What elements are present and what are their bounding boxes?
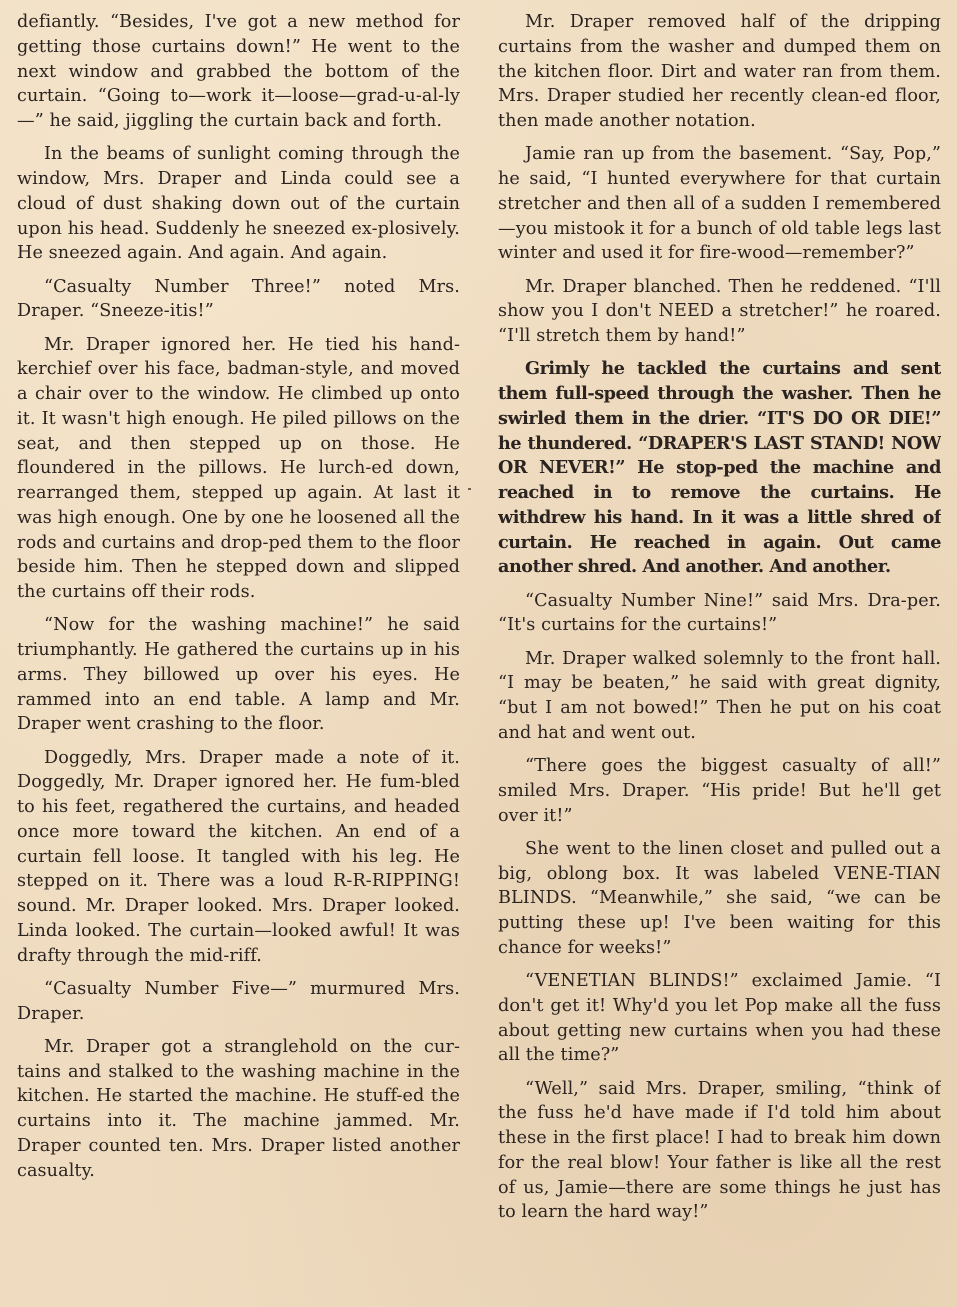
paragraph-casualty-nine: “Casualty Number Nine!” said Mrs. Dra-per. “It's curtains for the curtains!”	[498, 590, 941, 636]
right-column	[498, 10, 941, 1300]
paragraph-dripping-curtains: Mr. Draper removed half of the dripping curtains from the washer and dumped them on the kitchen floor. Dirt and water ran from them. Mrs. Draper studied her recently clean-ed floor, then made another notation.	[498, 12, 941, 131]
gutter-ink-mark	[468, 488, 471, 490]
paragraph-washing-machine: “Now for the washing machine!” he said triumphantly. He gathered the curtains up in his arms. They billowed up over his eyes. He rammed into an end table. A lamp and Mr. Draper went crashing to the floor.	[17, 615, 460, 735]
paragraph-stranglehold-jammed: Mr. Draper got a stranglehold on the cur-tains and stalked to the washing machine in the kitchen. He started the machine. He stuff-ed the curtains into it. The machine jammed. Mr. Draper counted ten. Mrs. Draper listed another casualty.	[17, 1036, 460, 1181]
paragraph-last-stand: Grimly he tackled the curtains and sent them full-speed through the washer. Then he swirled them in the drier. “IT'S DO OR DIE!” he thundered. “DRAPER'S LAST STAND! NOW OR NEVER!” He stop-ped the machine and reached in to remove the curtains. He withdrew his hand. In it was a little shred of curtain. He reached in again. Out came another shred. And another. And another.	[498, 358, 941, 578]
paragraph-not-bowed: Mr. Draper walked solemnly to the front hall. “I may be beaten,” he said with great dignity, “but I am not bowed!” Then he put on his coat and hat and went out.	[498, 648, 941, 743]
paragraph-hard-way: “Well,” said Mrs. Draper, smiling, “think of the fuss he'd have made if I'd told him about these in the first place! I had to break him down for the real blow! Your father is like all the rest of us, Jamie—there are some things he just has to learn the hard way!”	[498, 1078, 941, 1223]
paragraph-casualty-three: “Casualty Number Three!” noted Mrs. Draper. “Sneeze-itis!”	[17, 276, 460, 322]
paragraph-linen-closet: She went to the linen closet and pulled out a big, oblong box. It was labeled VENE-TIAN BLINDS. “Meanwhile,” she said, “we can be putting these up! I've been waiting for this chance for weeks!”	[498, 838, 941, 958]
paragraph-venetian-blinds: “VENETIAN BLINDS!” exclaimed Jamie. “I don't get it! Why'd you let Pop make all the fuss about getting new curtains when you had these all the time?”	[498, 971, 941, 1066]
paragraph-draper-roared: Mr. Draper blanched. Then he reddened. “I'll show you I don't NEED a stretcher!” he roared. “I'll stretch them by hand!”	[498, 276, 941, 346]
paragraph-casualty-five: “Casualty Number Five—” murmured Mrs. Draper.	[17, 978, 460, 1024]
left-column	[17, 10, 460, 1300]
paragraph-sunlight-dust: In the beams of sunlight coming through the window, Mrs. Draper and Linda could see a cloud of dust shaking down out of the curtain upon his head. Suddenly he sneezed ex-plosively. He sneezed again. And again. And again.	[17, 144, 460, 264]
paragraph-biggest-casualty: “There goes the biggest casualty of all!” smiled Mrs. Draper. “His pride! But he'll get over it!”	[498, 756, 941, 826]
paragraph-jamie-stretcher: Jamie ran up from the basement. “Say, Pop,” he said, “I hunted everywhere for that curtain stretcher and then all of a sudden I remembered—you mistook it for a bunch of old table legs last winter and used it for fire-wood—remember?”	[498, 144, 941, 264]
paragraph-doggedly-ripping: Doggedly, Mrs. Draper made a note of it. Doggedly, Mr. Draper ignored her. He fum-bled to his feet, regathered the curtains, and headed once more toward the kitchen. An end of a curtain fell loose. It tangled with his leg. He stepped on it. There was a loud R-R-RIPPING! sound. Mr. Draper looked. Mrs. Draper looked. Linda looked. The curtain—looked awful! It was drafty through the mid-riff.	[17, 747, 460, 966]
paragraph-continued-opening: defiantly. “Besides, I've got a new method for getting those curtains down!” He went to the next window and grabbed the bottom of the curtain. “Going to—work it—loose—grad-u-al-ly—” he said, jiggling the curtain back and forth.	[17, 12, 460, 131]
paragraph-handkerchief-chair: Mr. Draper ignored her. He tied his hand-kerchief over his face, badman-style, and moved a chair over to the window. He climbed up onto it. It wasn't high enough. He piled pillows on the seat, and then stepped up on those. He floundered in the pillows. He lurch-ed down, rearranged them, stepped up again. At last it was high enough. One by one he loosened all the rods and curtains and drop-ped them to the floor beside him. Then he stepped down and slipped the curtains off their rods.	[17, 334, 460, 602]
